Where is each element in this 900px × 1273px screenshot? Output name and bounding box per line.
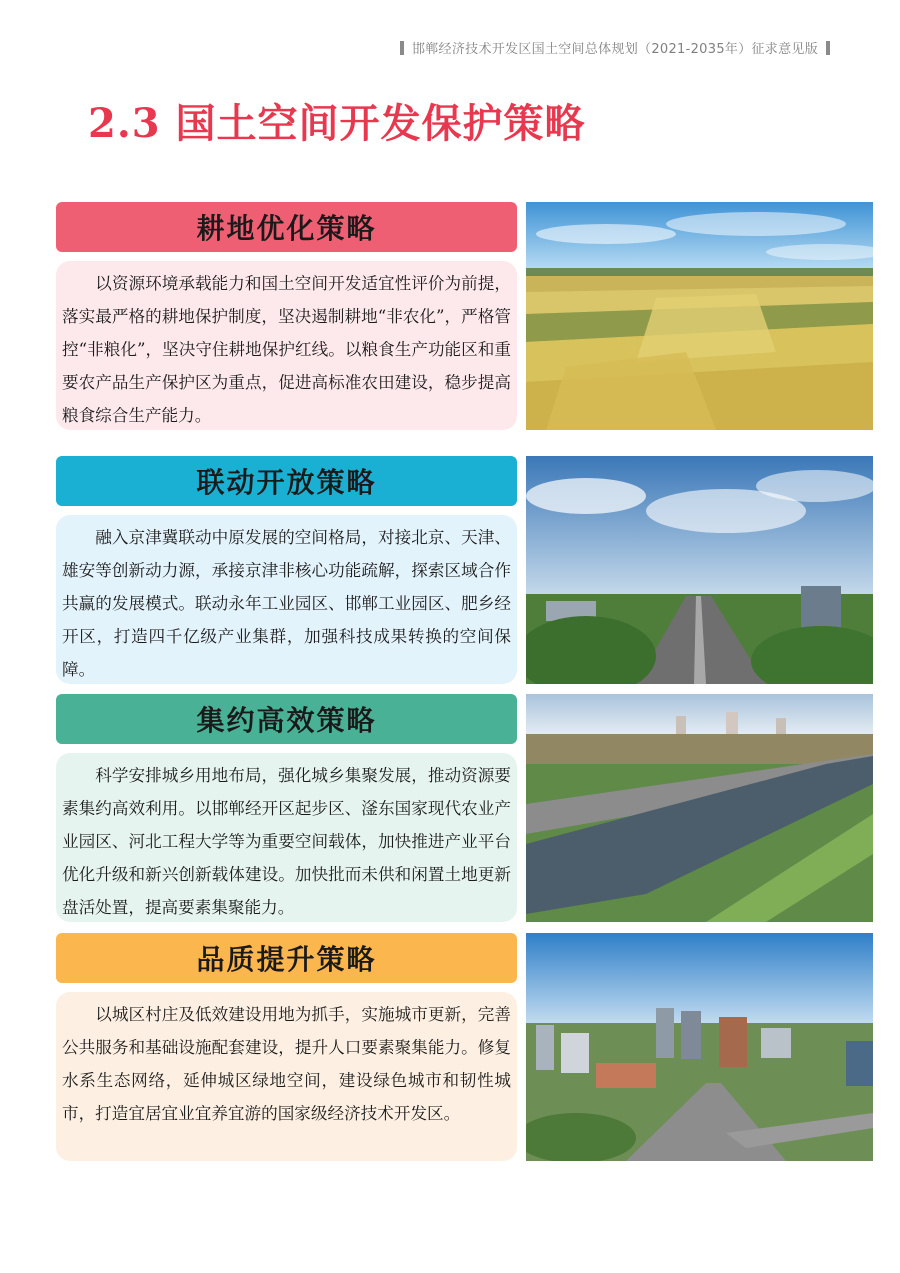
section-body: 融入京津冀联动中原发展的空间格局，对接北京、天津、雄安等创新动力源，承接京津非核心功能疏解，探索区域合作共赢的发展模式。联动永年工业园区、邯郸工业园区、肥乡经开区，打造四千亿级产业集群，加强科技成果转换的空间保障。 — [56, 515, 517, 684]
section-body: 以城区村庄及低效建设用地为抓手，实施城市更新，完善公共服务和基础设施配套建设，提升人口要素聚集能力。修复水系生态网络，延伸城区绿地空间，建设绿色城市和韧性城市，打造宜居宜业宜养宜游的国家级经济技术开发区。 — [56, 992, 517, 1161]
document-header — [400, 38, 830, 57]
section-efficiency — [56, 694, 873, 922]
section-text-block — [56, 933, 517, 1161]
farmland-image — [526, 202, 873, 430]
section-quality — [56, 933, 873, 1161]
section-farmland — [56, 202, 873, 430]
city-image — [526, 933, 873, 1161]
section-text-block — [56, 202, 517, 430]
city-skyline-photo — [526, 933, 873, 1161]
section-title: 耕地优化策略 — [56, 202, 517, 252]
boulevard-image — [526, 456, 873, 684]
section-title: 集约高效策略 — [56, 694, 517, 744]
section-text-block — [56, 694, 517, 922]
header-bar-left — [400, 41, 404, 55]
section-title: 联动开放策略 — [56, 456, 517, 506]
section-body: 以资源环境承载能力和国土空间开发适宜性评价为前提，落实最严格的耕地保护制度，坚决遏制耕地“非农化”，严格管控“非粮化”，坚决守住耕地保护红线。以粮食生产功能区和重要农产品生产保护区为重点，促进高标准农田建设，稳步提高粮食综合生产能力。 — [56, 261, 517, 430]
river-greenway-photo — [526, 694, 873, 922]
section-title: 品质提升策略 — [56, 933, 517, 983]
document-title: 邯郸经济技术开发区国土空间总体规划（2021-2035年）征求意见版 — [411, 42, 818, 57]
header-bar-right — [826, 41, 830, 55]
farmland-photo — [526, 202, 873, 430]
section-linkage — [56, 456, 873, 684]
page-title: 2.3 国土空间开发保护策略 — [88, 100, 586, 147]
section-text-block — [56, 456, 517, 684]
section-body: 科学安排城乡用地布局，强化城乡集聚发展，推动资源要素集约高效利用。以邯郸经开区起步区、滏东国家现代农业产业园区、河北工程大学等为重要空间载体，加快推进产业平台优化升级和新兴创新载体建设。加快批而未供和闲置土地更新盘活处置，提高要素集聚能力。 — [56, 753, 517, 922]
industrial-boulevard-photo — [526, 456, 873, 684]
river-image — [526, 694, 873, 922]
